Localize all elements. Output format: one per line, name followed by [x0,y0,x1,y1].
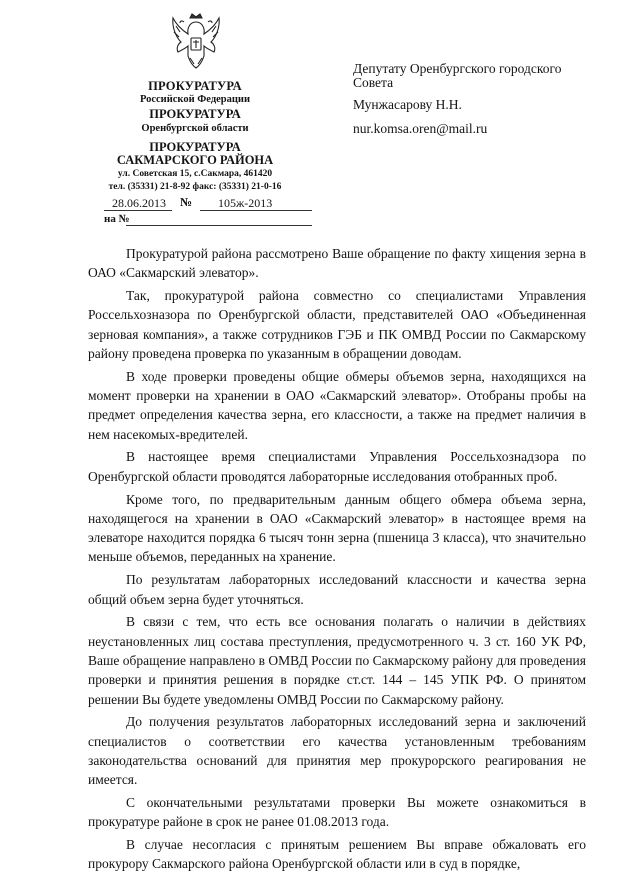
body-paragraph: До получения результатов лабораторных исследований зерна и заключений специалистов о соответствии его качества установленным требованиям законодательства оснований для принятия мер прокурорского реагирования не имеется. [88,714,586,788]
reference-line [104,213,314,227]
org-name-prosecutor-region: ПРОКУРАТУРА [149,107,241,121]
recipient-email: nur.komsa.oren@mail.ru [353,121,488,136]
org-address: ул. Советская 15, с.Сакмара, 461420 [117,169,273,179]
registration-line [104,196,314,212]
org-name-prosecutor: ПРОКУРАТУРА [148,79,242,93]
reference-underline [126,225,312,226]
body-paragraph: В ходе проверки проведены общие обмеры объемов зерна, находящихся на момент проверки на хранении в ОАО «Сакмарский элеватор». Отобраны пробы на предмет определения качества зерна, его классности, а также на предмет наличия в нем насекомых-вредителей. [88,368,586,442]
date-underline [104,210,172,211]
body-paragraph: В настоящее время специалистами Управления Россельхознадзора по Оренбургской области проводятся лабораторные исследования отобранных проб. [88,449,586,484]
recipient-name: Мунжасарову Н.Н. [353,97,462,112]
org-name-russian-federation: Российской Федерации [139,94,251,105]
number-sign: № [180,195,193,209]
org-name-prosecutor-district: ПРОКУРАТУРА [149,140,241,154]
reference-label: на № [104,213,130,225]
recipient-title: Депутату Оренбургского городского Совета [353,61,562,90]
letter-body [88,244,586,877]
body-paragraph: В связи с тем, что есть все основания полагать о наличии в действиях неустановленных лиц состава преступления, предусмотренного ч. 3 ст. 160 УК РФ, Ваше обращение направлено в ОМВД России по Сакмарскому району для проведения проверки и принятия решения в порядке ст.ст. 144 – 145 УПК РФ. О принятом решении Вы будете уведомлены ОМВД России по Сакмарскому району. [88,614,586,707]
body-paragraph: Прокуратурой района рассмотрено Ваше обращение по факту хищения зерна в ОАО «Сакмарский элеватор». [88,246,586,281]
body-paragraph: В случае несогласия с принятым решением Вы вправе обжаловать его прокурору Сакмарского района Оренбургской области или в суд в порядке, [88,837,586,872]
body-paragraph: С окончательными результатами проверки Вы можете ознакомиться в прокуратуре районе в срок не ранее 01.08.2013 года. [88,795,586,830]
body-paragraph: Так, прокуратурой района совместно со специалистами Управления Россельхозназора по Оренбургской области, представителей ОАО «Объединенная зерновая компания», а также сотрудников ГЭБ и ПК ОМВД России по Сакмарскому району проведена проверка по указанным в обращении доводам. [88,288,586,361]
number-underline [200,210,312,211]
org-name-orenburg-oblast: Оренбургской области [141,123,249,134]
coat-of-arms-icon [170,12,222,70]
org-phone-fax: тел. (35331) 21-8-92 факс: (35331) 21-0-16 [108,182,282,192]
body-paragraph: По результатам лабораторных исследований классности и качества зерна общий объем зерна будет уточняться. [88,572,586,607]
letter-number: 105ж-2013 [218,196,273,210]
body-paragraph: Кроме того, по предварительным данным общего обмера объема зерна, находящегося на хранении в ОАО «Сакмарский элеватор» в настоящее время на элеваторе находится порядка 6 тысяч тонн зерна (пшеница 3 класса), что значительно меньше объемов, переданных на хранение. [88,491,586,565]
org-name-sakmara-district: САКМАРСКОГО РАЙОНА [116,153,274,167]
letter-date: 28.06.2013 [112,196,166,210]
